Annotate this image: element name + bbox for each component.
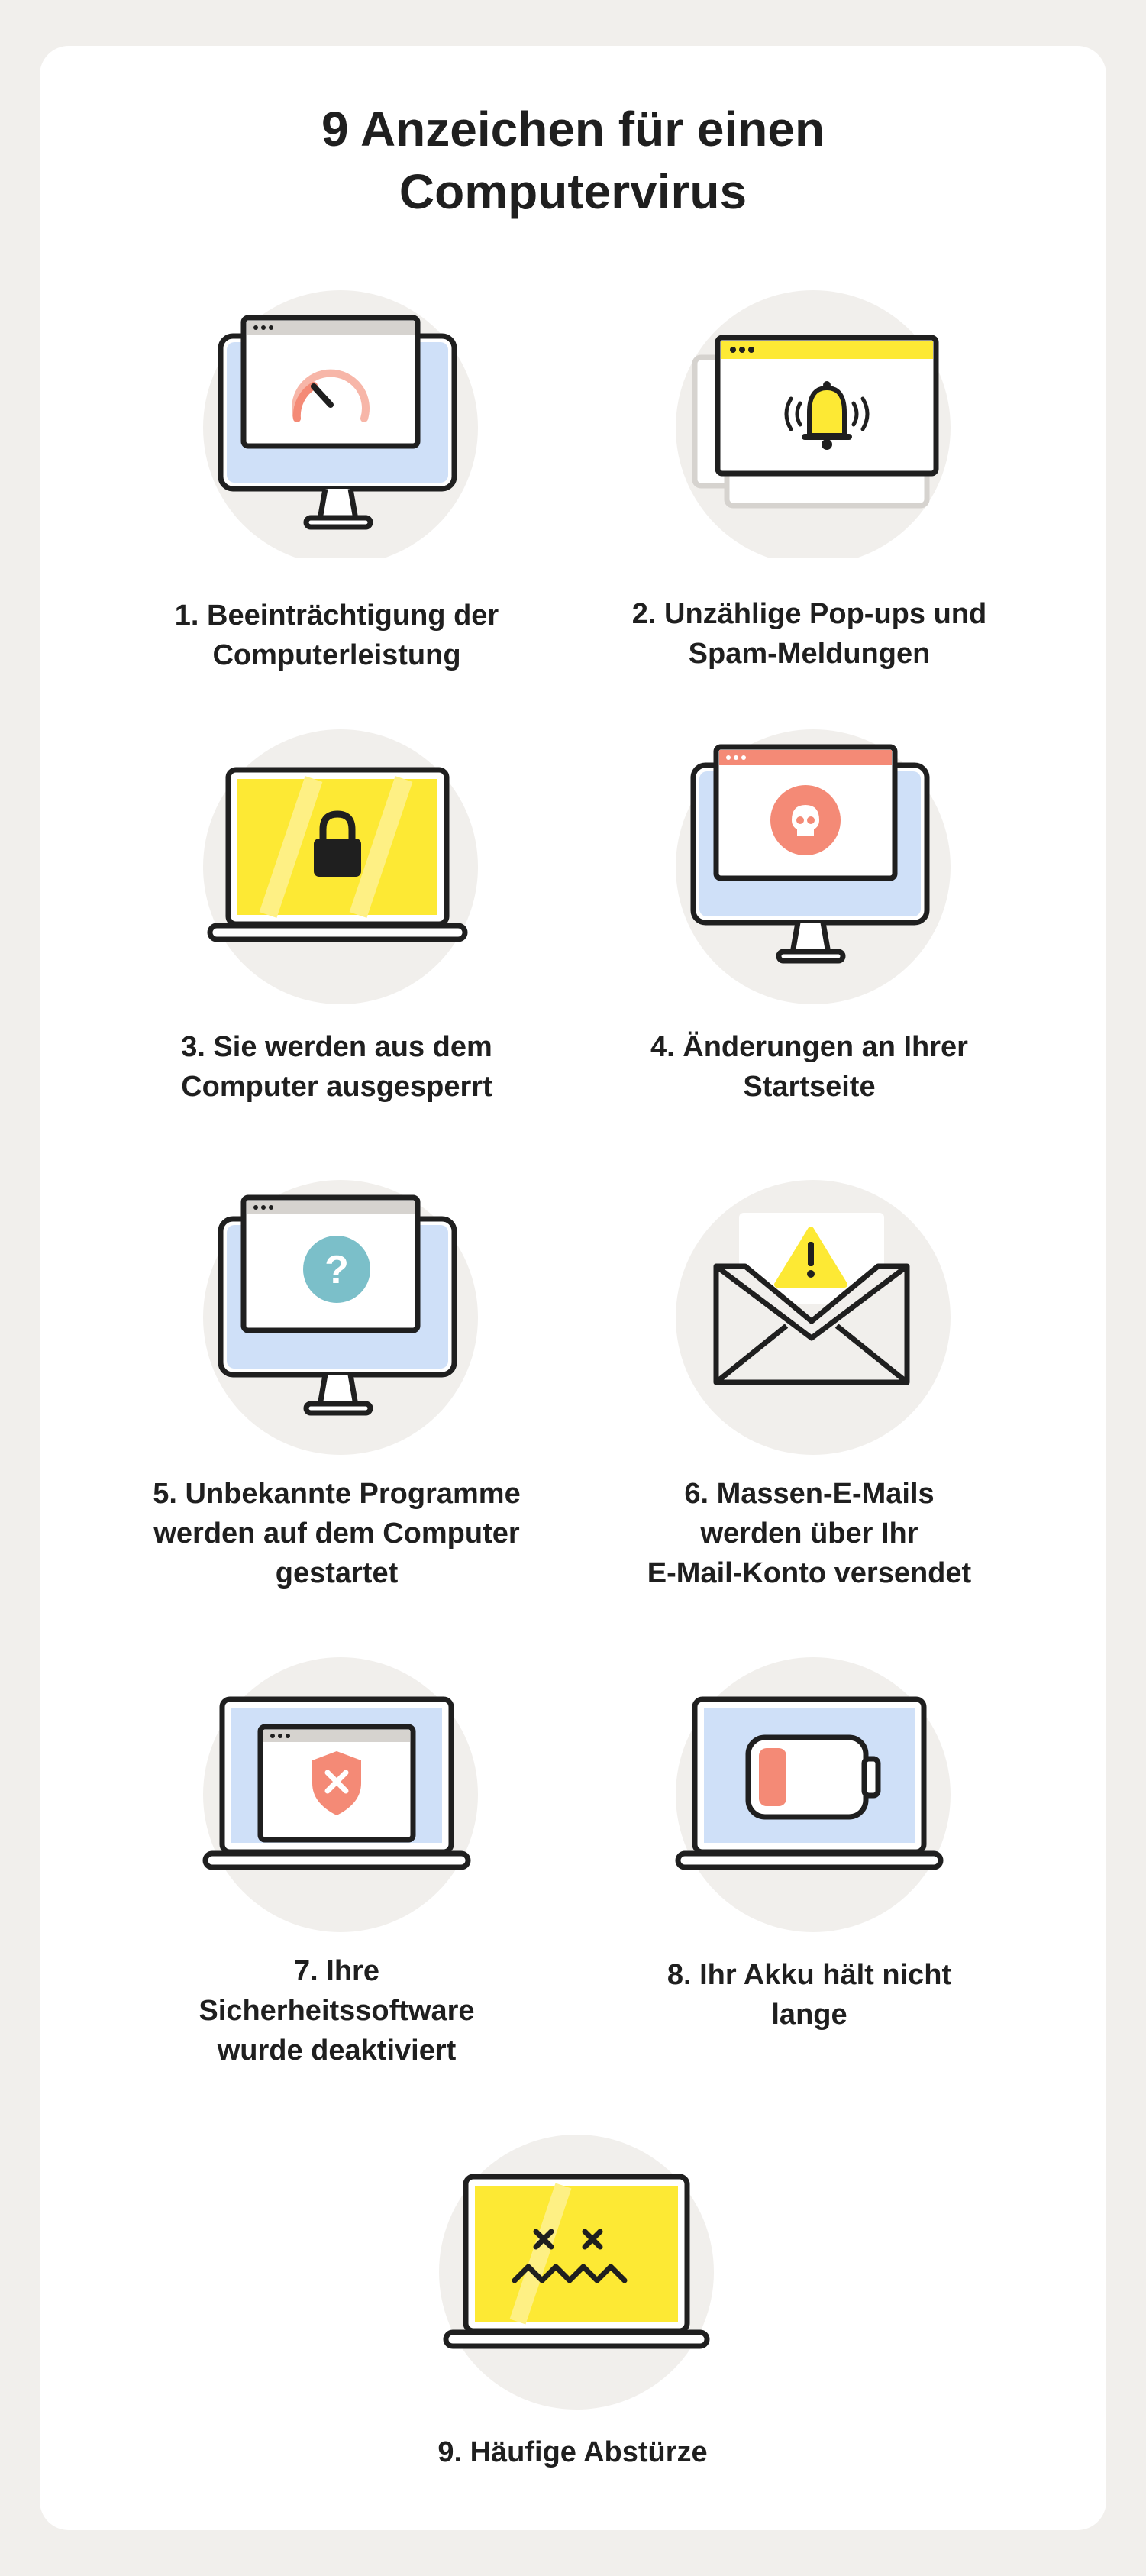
battery-icon <box>672 1653 954 1936</box>
shield-x-icon <box>199 1653 482 1936</box>
svg-text:?: ? <box>324 1248 349 1292</box>
question-icon <box>199 1176 482 1459</box>
sign-7 <box>100 1653 573 2081</box>
page-title <box>0 98 1146 223</box>
sign-3 <box>100 726 573 1123</box>
title-line-1: 9 Anzeichen für einen <box>321 102 825 157</box>
sign-6-label: 6. Massen-E-Mails werden über Ihr E-Mail-Konto versendet <box>647 1478 972 1589</box>
warning-envelope-icon <box>672 1176 954 1459</box>
speedometer-icon <box>199 290 482 558</box>
sign-4 <box>573 726 1046 1123</box>
sign-5 <box>100 1176 573 1604</box>
sign-1-label: 1. Beeinträchtigung der Computerleistung <box>174 600 499 671</box>
sign-3-label: 3. Sie werden aus dem Computer ausgesperrt <box>181 1031 492 1103</box>
crash-face-icon <box>435 2131 718 2413</box>
sign-2-label: 2. Unzählige Pop-ups und Spam-Meldungen <box>631 598 987 670</box>
sign-1 <box>100 290 573 687</box>
sign-8 <box>573 1653 1046 2081</box>
skull-icon <box>672 726 954 1008</box>
sign-9 <box>336 2131 809 2482</box>
sign-7-label: 7. Ihre Sicherheitssoftware wurde deaktiviert <box>199 1955 475 2067</box>
sign-5-label: 5. Unbekannte Programme werden auf dem Computer gestartet <box>153 1478 521 1589</box>
sign-6 <box>573 1176 1046 1604</box>
sign-4-label: 4. Änderungen an Ihrer Startseite <box>650 1031 968 1103</box>
sign-9-label: 9. Häufige Abstürze <box>437 2436 708 2468</box>
title-line-2: Computervirus <box>399 164 747 219</box>
padlock-icon <box>199 726 482 1008</box>
sign-2 <box>573 290 1046 687</box>
bell-icon <box>672 290 954 558</box>
sign-8-label: 8. Ihr Akku hält nicht lange <box>667 1959 952 2031</box>
